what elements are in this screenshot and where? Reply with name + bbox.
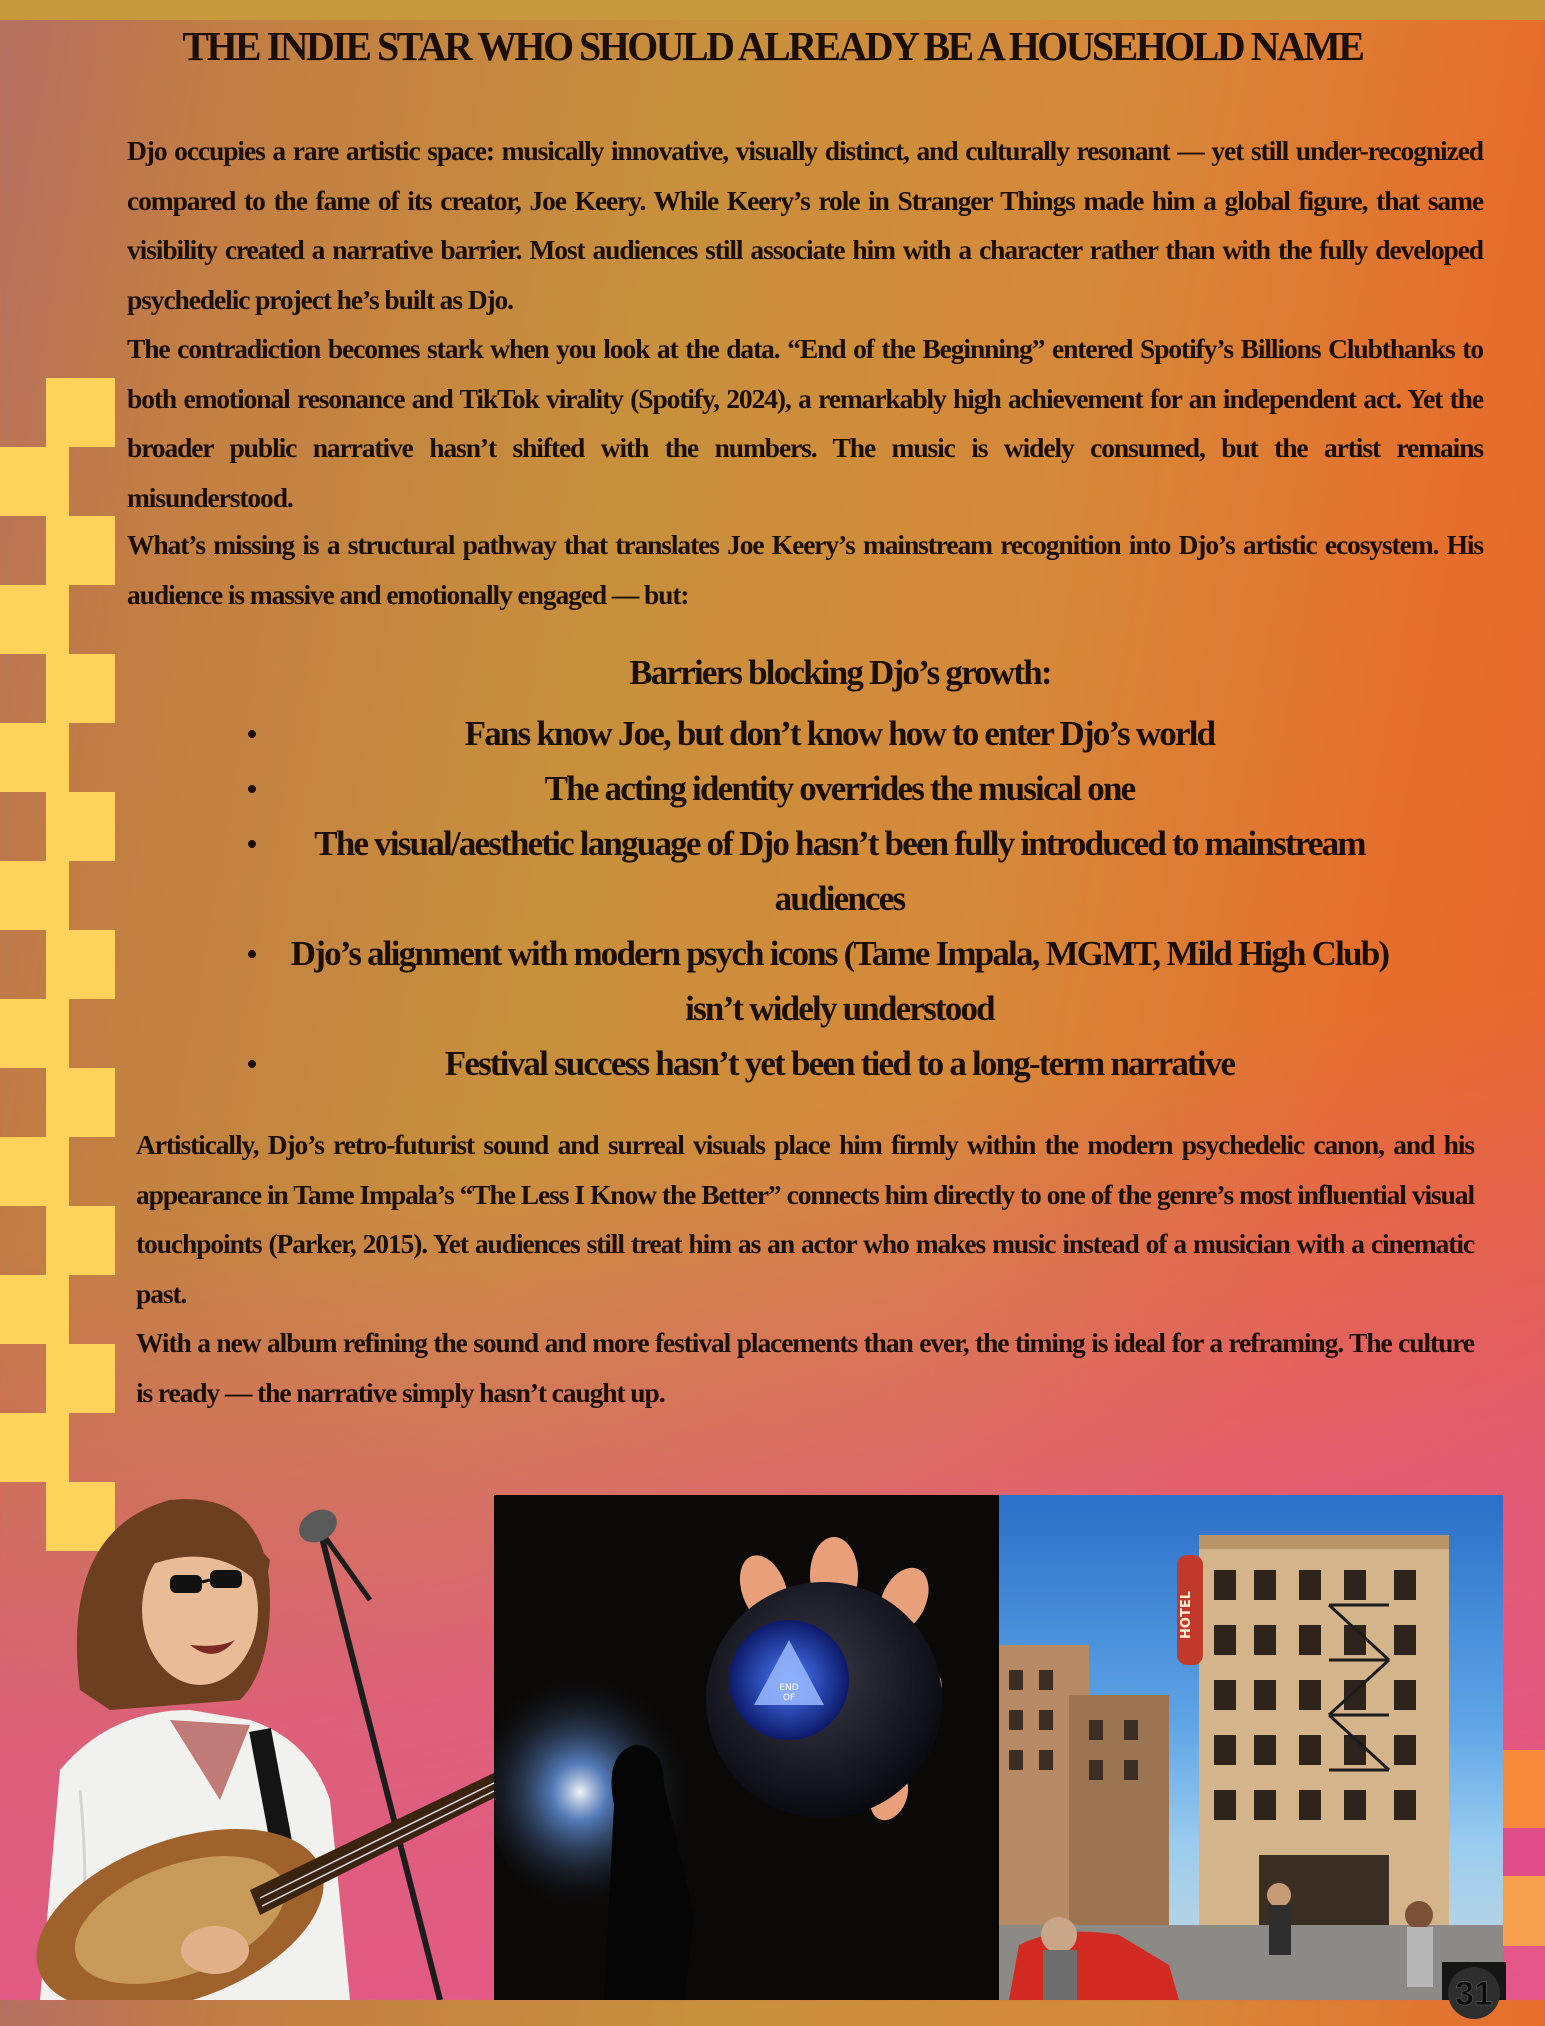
svg-text:END: END: [779, 1683, 799, 1693]
bullet-icon: [248, 950, 256, 958]
body-paragraph: With a new album refining the sound and more festival placements than ever, the timing is ideal for a reframing. The culture is ready — the narrative simply hasn’t caught up.: [136, 1327, 1474, 1408]
edge-decoration: [1503, 1750, 1545, 1828]
body-paragraph: Artistically, Djo’s retro-futurist sound and surreal visuals place him firmly within the modern psychedelic canon, and his appearance in Tame Impala’s “The Less I Know the Better” connects him directly to one of the genre’s most influential visual touchpoints (Parker, 2015). Yet audiences still treat him as an actor who makes music instead of a musician with a cinematic past.: [136, 1129, 1474, 1309]
body-paragraph: The contradiction becomes stark when you look at the data. “End of the Beginning” entered Spotify’s Billions Clubthanks to both emotional resonance and TikTok virality (Spotify, 2024), a remarkably high achievement for an independent act. Yet the broader public narrative hasn’t shifted with the numbers. The music is widely consumed, but the artist remains misunderstood.: [127, 333, 1483, 513]
checkerboard-decoration: [0, 378, 118, 1553]
page-number-label: 31: [1448, 1967, 1500, 2019]
page-title: THE INDIE STAR WHO SHOULD ALREADY BE A HOUSEHOLD NAME: [182, 23, 1363, 69]
bullet-icon: [248, 840, 256, 848]
album-cover-city-street: [999, 1495, 1503, 2000]
page-number: [1442, 1962, 1506, 2013]
barriers-heading: Barriers blocking Djo’s growth:: [629, 653, 1051, 692]
artist-photo: [20, 1470, 500, 2000]
bullet-icon: [248, 730, 256, 738]
barriers-list: [230, 706, 1445, 1091]
body-paragraph: What’s missing is a structural pathway that translates Joe Keery’s mainstream recognition into Djo’s artistic ecosystem. His audience is massive and emotionally engaged — but:: [127, 529, 1483, 610]
bullet-icon: [248, 1060, 256, 1068]
body-paragraph: Djo occupies a rare artistic space: musically innovative, visually distinct, and culturally resonant — yet still under-recognized compared to the fame of its creator, Joe Keery. While Keery’s role in Stranger Things made him a global figure, that same visibility created a narrative barrier. Most audiences still associate him with a character rather than with the fully developed psychedelic project he’s built as Djo.: [127, 135, 1483, 315]
edge-decoration: [1503, 1828, 1545, 1876]
list-item: The visual/aesthetic language of Djo hasn’t been fully introduced to mainstream audiences: [230, 816, 1445, 926]
svg-text:OF: OF: [782, 1693, 796, 1703]
album-cover-magic-8-ball: [494, 1495, 999, 2000]
list-item: Festival success hasn’t yet been tied to a long-term narrative: [230, 1036, 1445, 1091]
top-strip: [0, 0, 1545, 20]
hotel-sign: HOTEL: [1179, 1591, 1194, 1639]
list-item: Djo’s alignment with modern psych icons (Tame Impala, MGMT, Mild High Club) isn’t widely understood: [230, 926, 1445, 1036]
list-item: The acting identity overrides the musical one: [230, 761, 1445, 816]
edge-decoration: [1503, 1876, 1545, 1946]
list-item: Fans know Joe, but don’t know how to enter Djo’s world: [230, 706, 1445, 761]
bullet-icon: [248, 785, 256, 793]
